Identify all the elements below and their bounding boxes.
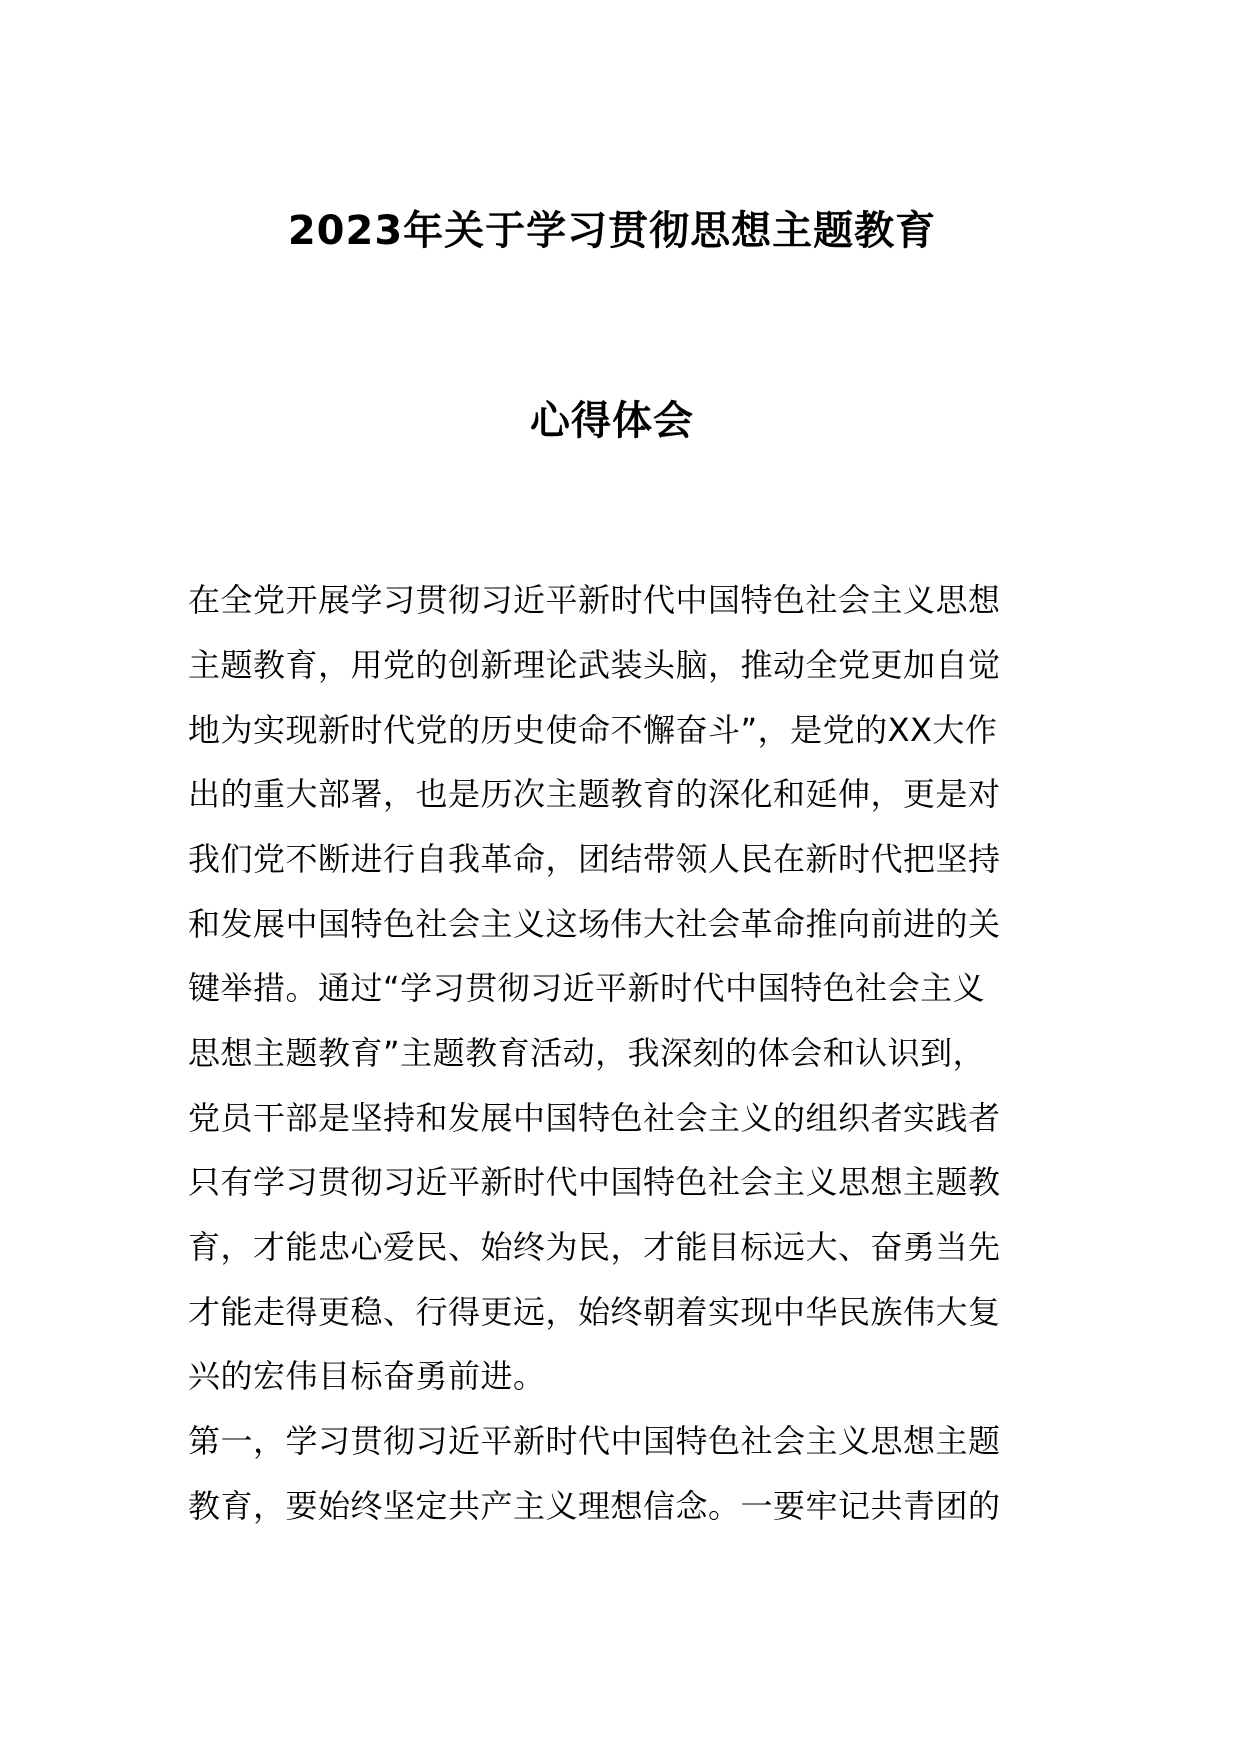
body-line: 出的重大部署，也是历次主题教育的深化和延伸，更是对 [188,775,1001,813]
body-line: 在全党开展学习贯彻习近平新时代中国特色社会主义思想 [188,581,1001,619]
body-line: 党员干部是坚持和发展中国特色社会主义的组织者实践者 [188,1099,1001,1137]
body-line: 和发展中国特色社会主义这场伟大社会革命推向前进的关 [188,905,1001,943]
body-line: 键举措。通过“学习贯彻习近平新时代中国特色社会主义 [188,969,986,1007]
body-line: 第一，学习贯彻习近平新时代中国特色社会主义思想主题 [188,1422,1001,1460]
body-line: 地为实现新时代党的历史使命不懈奋斗”，是党的XX大作 [188,711,998,749]
body-line: 兴的宏伟目标奋勇前进。 [188,1357,546,1395]
body-line: 主题教育，用党的创新理论武装头脑，推动全党更加自觉 [188,646,1001,684]
body-line: 思想主题教育”主题教育活动，我深刻的体会和认识到， [188,1034,986,1072]
document-title-line-1: 2023年关于学习贯彻思想主题教育 [287,208,937,254]
body-line: 我们党不断进行自我革命，团结带领人民在新时代把坚持 [188,840,1001,878]
document-title-line-2: 心得体会 [530,398,694,444]
body-line: 只有学习贯彻习近平新时代中国特色社会主义思想主题教 [188,1163,1001,1201]
body-line: 教育，要始终坚定共产主义理想信念。一要牢记共青团的 [188,1487,1001,1525]
body-line: 育，才能忠心爱民、始终为民，才能目标远大、奋勇当先 [188,1228,1001,1266]
body-line: 才能走得更稳、行得更远，始终朝着实现中华民族伟大复 [188,1293,1001,1331]
